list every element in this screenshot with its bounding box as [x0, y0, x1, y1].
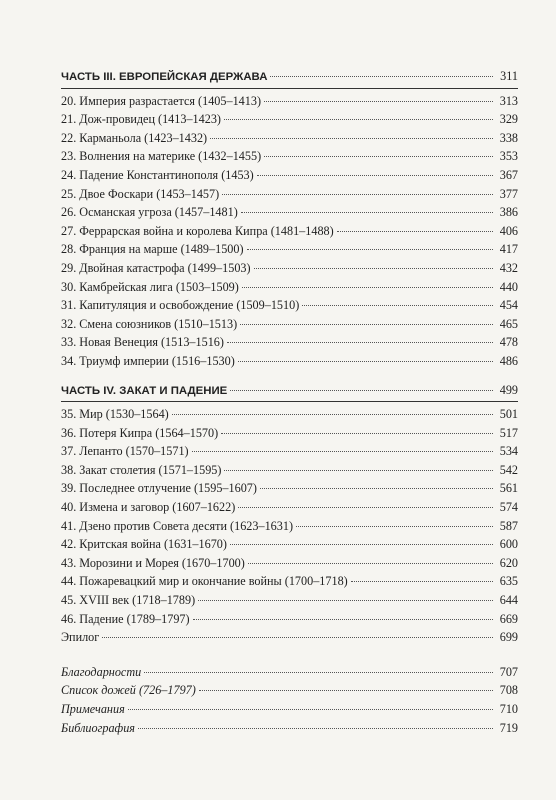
dot-leader: [296, 526, 493, 527]
dot-leader: [210, 138, 493, 139]
page-number: 600: [499, 537, 518, 552]
dot-leader: [260, 488, 493, 489]
page-number: 377: [499, 186, 518, 201]
entry-title: 34. Триумф империи (1516–1530): [61, 353, 235, 368]
dot-leader: [138, 728, 493, 729]
page-number: 644: [499, 593, 518, 608]
page-number: 465: [499, 316, 518, 331]
page-number: 486: [499, 353, 518, 368]
separator-line: [61, 88, 518, 89]
dot-leader: [264, 156, 493, 157]
page-number: 587: [499, 518, 518, 533]
part-heading: [61, 381, 518, 400]
table-of-contents: [61, 67, 518, 737]
page-number: 417: [499, 242, 518, 257]
dot-leader: [222, 194, 493, 195]
entry-title: 37. Лепанто (1570–1571): [61, 444, 189, 459]
page-number: 710: [499, 702, 518, 716]
toc-entry: [61, 628, 518, 647]
page-number: 708: [499, 683, 518, 698]
entry-title: 35. Мир (1530–1564): [61, 407, 169, 422]
toc-entry: [61, 572, 518, 591]
toc-entry: [61, 240, 518, 259]
dot-leader: [128, 709, 493, 710]
page-number: 534: [499, 444, 518, 459]
toc-entry: [61, 700, 518, 719]
toc-entry: [61, 479, 518, 498]
entry-title: Эпилог: [61, 630, 100, 645]
toc-entry: [61, 278, 518, 297]
entry-title: 33. Новая Венеция (1513–1516): [61, 335, 224, 350]
page-number: 635: [499, 574, 518, 589]
dot-leader: [254, 268, 493, 269]
part-title: ЧАСТЬ IV. ЗАКАТ И ПАДЕНИЕ: [61, 384, 228, 397]
toc-entry: [61, 110, 518, 129]
page-number: 313: [499, 93, 518, 108]
dot-leader: [264, 101, 493, 102]
page-number: 432: [499, 260, 518, 275]
toc-entry: [61, 129, 518, 148]
toc-entry: [61, 222, 518, 241]
dot-leader: [230, 544, 493, 545]
entry-title: 29. Двойная катастрофа (1499–1503): [61, 260, 251, 275]
toc-entry: [61, 352, 518, 371]
part-title: ЧАСТЬ III. ЕВРОПЕЙСКАЯ ДЕРЖАВА: [61, 71, 268, 83]
entry-title: 20. Империя разрастается (1405–1413): [61, 93, 262, 108]
dot-leader: [241, 212, 493, 213]
dot-leader: [193, 619, 493, 620]
page-number: 311: [500, 69, 518, 83]
dot-leader: [221, 433, 493, 434]
page-number: 353: [499, 149, 518, 164]
page-number: 454: [499, 298, 518, 313]
dot-leader: [240, 324, 493, 325]
dot-leader: [199, 690, 493, 691]
entry-title: 22. Карманьола (1423–1432): [61, 130, 208, 145]
entry-title: 42. Критская война (1631–1670): [61, 537, 227, 552]
dot-leader: [257, 175, 493, 176]
page-number: 499: [499, 382, 518, 397]
toc-entry: [61, 442, 518, 461]
toc-entry: [61, 681, 518, 700]
dot-leader: [270, 76, 493, 77]
toc-entry: [61, 333, 518, 352]
entry-title: 24. Падение Константинополя (1453): [61, 167, 254, 182]
page-number: 440: [499, 279, 518, 294]
page-number: 669: [499, 611, 518, 626]
toc-entry: [61, 296, 518, 315]
page-number: 574: [499, 500, 518, 515]
page-number: 367: [499, 167, 518, 182]
toc-entry: [61, 424, 518, 443]
dot-leader: [224, 470, 493, 471]
chapter-list: [61, 92, 518, 371]
toc-entry: [61, 166, 518, 185]
entry-title: 32. Смена союзников (1510–1513): [61, 316, 238, 331]
page-number: 329: [499, 112, 518, 127]
entry-title: 41. Дзено против Совета десяти (1623–1631): [61, 518, 294, 533]
page-number: 707: [499, 664, 518, 679]
dot-leader: [242, 287, 493, 288]
toc-entry: [61, 591, 518, 610]
toc-entry: [61, 461, 518, 480]
toc-entry: [61, 185, 518, 204]
toc-entry: [61, 610, 518, 629]
toc-entry: [61, 92, 518, 111]
entry-title: 28. Франция на марше (1489–1500): [61, 242, 244, 257]
entry-title: 46. Падение (1789–1797): [61, 611, 190, 626]
entry-title: 39. Последнее отлучение (1595–1607): [61, 481, 257, 496]
dot-leader: [198, 600, 493, 601]
page-number: 501: [499, 407, 518, 422]
separator-line: [61, 401, 518, 402]
entry-title: Примечания: [61, 702, 125, 716]
toc-entry: [61, 554, 518, 573]
page-number: 699: [499, 630, 518, 645]
entry-title: 40. Измена и заговор (1607–1622): [61, 500, 236, 515]
dot-leader: [227, 342, 493, 343]
dot-leader: [247, 249, 493, 250]
entry-title: Библиография: [61, 720, 135, 735]
page-number: 542: [499, 462, 518, 477]
entry-title: 38. Закат столетия (1571–1595): [61, 462, 222, 477]
toc-entry: [61, 259, 518, 278]
toc-entry: [61, 719, 518, 738]
back-matter-list: [61, 663, 518, 737]
entry-title: 36. Потеря Кипра (1564–1570): [61, 425, 219, 440]
entry-title: 23. Волнения на материке (1432–1455): [61, 149, 262, 164]
dot-leader: [230, 390, 493, 391]
dot-leader: [238, 507, 493, 508]
dot-leader: [144, 672, 493, 673]
toc-entry: [61, 147, 518, 166]
entry-title: 25. Двое Фоскари (1453–1457): [61, 186, 220, 201]
entry-title: 45. XVIII век (1718–1789): [61, 593, 196, 608]
toc-entry: [61, 315, 518, 334]
page-number: 338: [499, 130, 518, 145]
page-number: 406: [499, 223, 518, 238]
toc-entry: [61, 203, 518, 222]
dot-leader: [248, 563, 493, 564]
entry-title: 27. Феррарская война и королева Кипра (1481–1488): [61, 223, 334, 238]
entry-title: 21. Дож-провидец (1413–1423): [61, 112, 221, 127]
part-heading: [61, 67, 518, 86]
dot-leader: [302, 305, 493, 306]
page-number: 517: [499, 425, 518, 440]
page-number: 386: [499, 205, 518, 220]
entry-title: Благодарности: [61, 664, 142, 679]
toc-entry: [61, 405, 518, 424]
toc-entry: [61, 663, 518, 682]
toc-entry: [61, 535, 518, 554]
toc-entry: [61, 498, 518, 517]
chapter-list: [61, 405, 518, 647]
toc-entry: [61, 517, 518, 536]
entry-title: 30. Камбрейская лига (1503–1509): [61, 279, 239, 294]
entry-title: 31. Капитуляция и освобождение (1509–1510): [61, 298, 300, 313]
entry-title: 26. Османская угроза (1457–1481): [61, 205, 238, 220]
dot-leader: [224, 119, 493, 120]
page-number: 561: [499, 481, 518, 496]
page-number: 719: [499, 720, 518, 735]
dot-leader: [192, 451, 493, 452]
dot-leader: [102, 637, 493, 638]
dot-leader: [351, 581, 493, 582]
page-number: 620: [499, 555, 518, 570]
dot-leader: [172, 414, 493, 415]
page-number: 478: [499, 335, 518, 350]
dot-leader: [238, 361, 493, 362]
entry-title: 43. Морозини и Морея (1670–1700): [61, 555, 245, 570]
entry-title: Список дожей (726–1797): [61, 683, 196, 698]
entry-title: 44. Пожаревацкий мир и окончание войны (1700–1718): [61, 574, 348, 589]
dot-leader: [337, 231, 493, 232]
